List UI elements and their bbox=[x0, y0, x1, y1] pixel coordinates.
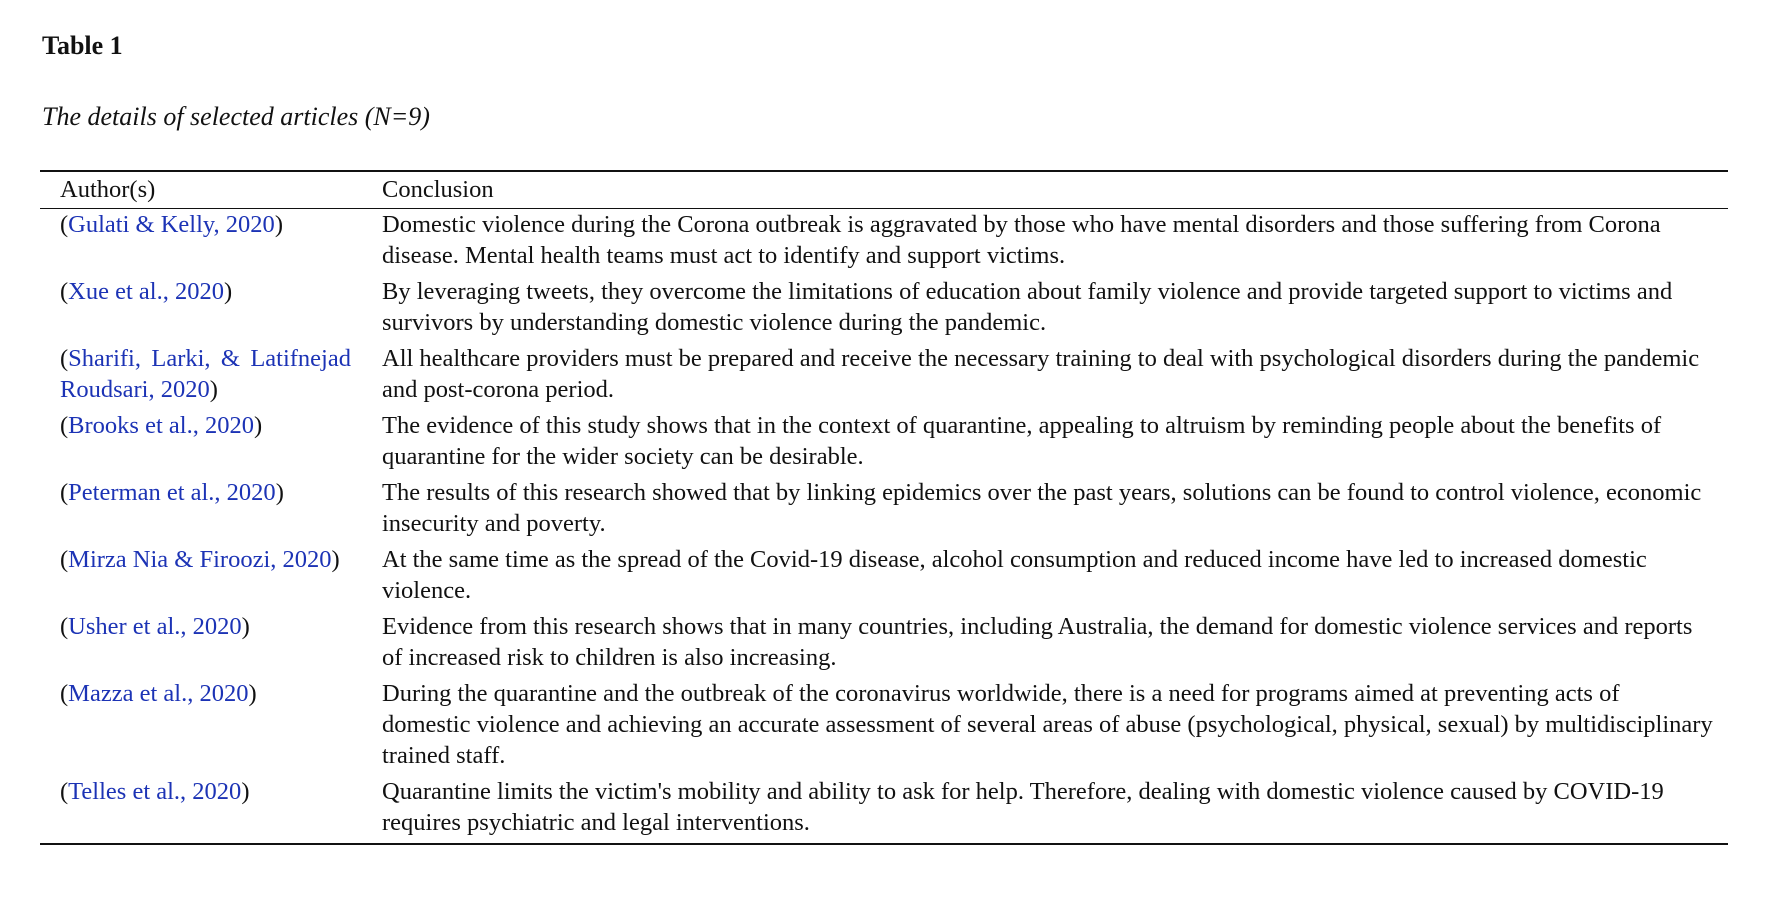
conclusion-cell: Evidence from this research shows that in many countries, including Australia, the demand for domestic violence services and reports of increased risk to children is also increasing. bbox=[382, 613, 1693, 671]
conclusion-cell: By leveraging tweets, they overcome the limitations of education about family violence and provide targeted support to victims and survivors by understanding domestic violence during the pandemic. bbox=[382, 278, 1673, 336]
table-row bbox=[40, 276, 1728, 343]
table-row bbox=[40, 343, 1728, 410]
table-label: Table 1 bbox=[42, 31, 123, 60]
author-cell: (Gulati & Kelly, 2020) bbox=[60, 211, 283, 238]
citation-link[interactable]: Mazza et al., 2020 bbox=[68, 680, 249, 707]
table-row bbox=[40, 678, 1728, 776]
author-cell: (Usher et al., 2020) bbox=[60, 613, 250, 640]
citation-link[interactable]: Peterman et al., 2020 bbox=[68, 479, 276, 506]
author-cell: (Telles et al., 2020) bbox=[60, 778, 250, 805]
table-row bbox=[40, 410, 1728, 477]
citation-link[interactable]: Gulati & Kelly, 2020 bbox=[68, 211, 275, 238]
table-body bbox=[40, 209, 1728, 845]
table-header bbox=[40, 171, 1728, 209]
author-cell: (Brooks et al., 2020) bbox=[60, 412, 263, 439]
conclusion-cell: Quarantine limits the victim's mobility and ability to ask for help. Therefore, dealing with domestic violence caused by COVID-19 requires psychiatric and legal interventions. bbox=[382, 778, 1664, 836]
table-row bbox=[40, 611, 1728, 678]
conclusion-cell: The results of this research showed that by linking epidemics over the past years, solutions can be found to control violence, economic insecurity and poverty. bbox=[382, 479, 1702, 537]
header-row bbox=[40, 171, 1728, 209]
header-author: Author(s) bbox=[60, 176, 156, 203]
citation-link[interactable]: Brooks et al., 2020 bbox=[68, 412, 254, 439]
citation-link[interactable]: Usher et al., 2020 bbox=[68, 613, 242, 640]
table-row bbox=[40, 776, 1728, 844]
citation-link[interactable]: Mirza Nia & Firoozi, 2020 bbox=[68, 546, 332, 573]
author-cell: (Mazza et al., 2020) bbox=[60, 680, 257, 707]
author-cell: (Xue et al., 2020) bbox=[60, 278, 233, 305]
conclusion-cell: At the same time as the spread of the Covid-19 disease, alcohol consumption and reduced income have led to increased domestic violence. bbox=[382, 546, 1647, 604]
articles-table bbox=[40, 170, 1728, 845]
conclusion-cell: During the quarantine and the outbreak of the coronavirus worldwide, there is a need for programs aimed at preventing acts of domestic violence and achieving an accurate assessment of several areas of abuse (psychological, physical, sexual) by multidisciplinary trained staff. bbox=[382, 680, 1713, 769]
conclusion-cell: The evidence of this study shows that in the context of quarantine, appealing to altruism by reminding people about the benefits of quarantine for the wider society can be desirable. bbox=[382, 412, 1662, 470]
conclusion-cell: All healthcare providers must be prepared and receive the necessary training to deal with psychological disorders during the pandemic and post-corona period. bbox=[382, 345, 1700, 403]
citation-link[interactable]: Xue et al., 2020 bbox=[68, 278, 224, 305]
citation-link[interactable]: Sharifi, Larki, & Latifnejad Roudsari, 2020 bbox=[60, 345, 351, 403]
table-row bbox=[40, 209, 1728, 277]
conclusion-cell: Domestic violence during the Corona outbreak is aggravated by those who have mental disorders and those suffering from Corona disease. Mental health teams must act to identify and support victims. bbox=[382, 211, 1661, 269]
author-cell: (Peterman et al., 2020) bbox=[60, 479, 284, 506]
citation-link[interactable]: Telles et al., 2020 bbox=[68, 778, 242, 805]
author-cell: (Sharifi, Larki, & Latifnejad Roudsari, 2020) bbox=[60, 345, 351, 403]
table-row bbox=[40, 544, 1728, 611]
author-cell: (Mirza Nia & Firoozi, 2020) bbox=[60, 546, 340, 573]
header-conclusion: Conclusion bbox=[382, 176, 494, 203]
table-row bbox=[40, 477, 1728, 544]
table-caption: The details of selected articles (N=9) bbox=[42, 102, 430, 131]
articles-table-container bbox=[40, 170, 1728, 845]
